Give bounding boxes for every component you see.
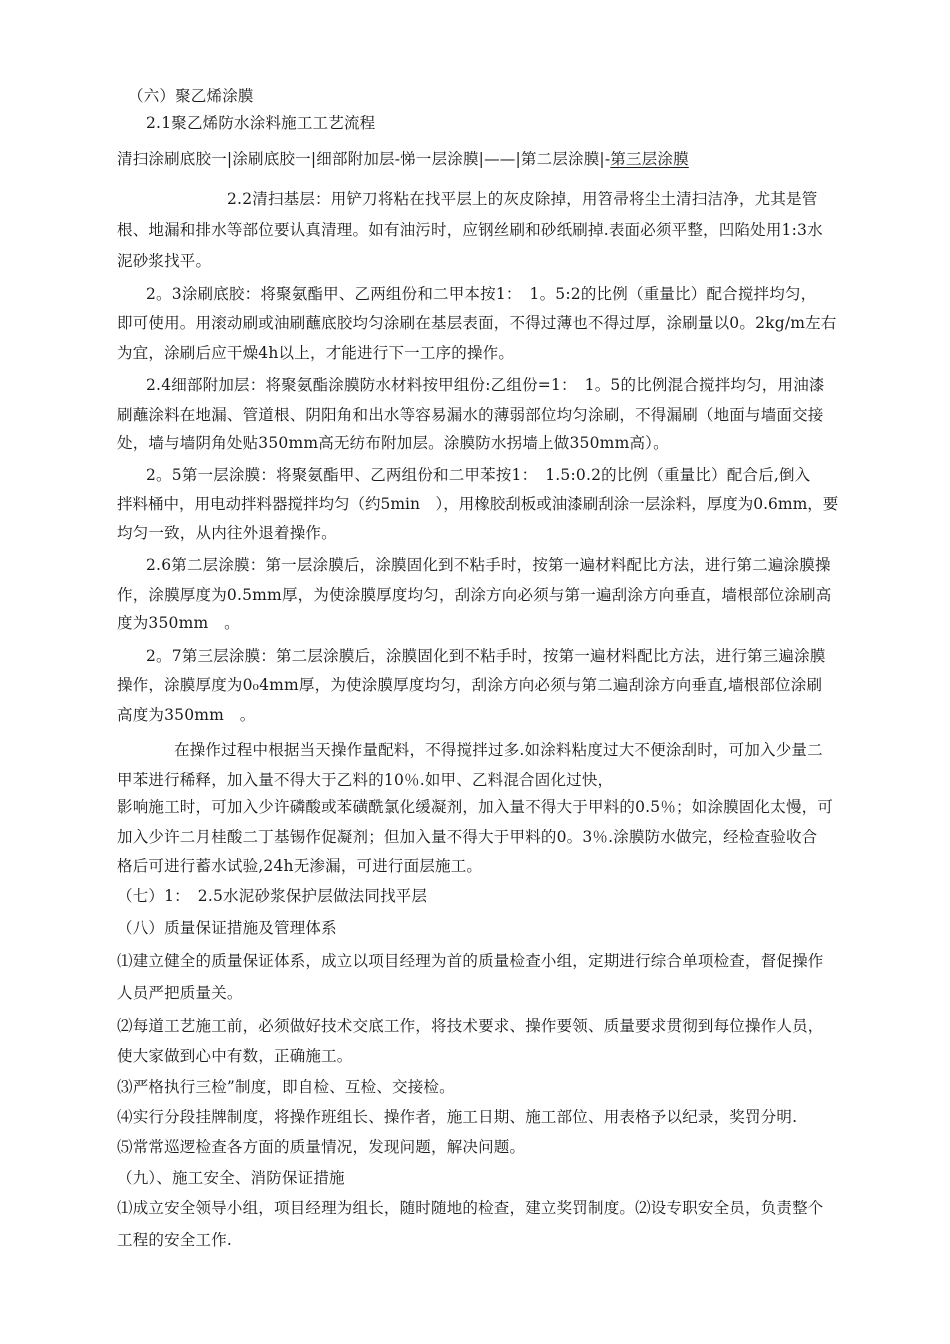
quality-item-2-line: 使大家做到心中有数，正确施工。 (117, 1047, 353, 1065)
paragraph-2-4-line: 刷蘸涂料在地漏、管道根、阴阳角和出水等容易漏水的薄弱部位均匀涂刷，不得漏刷（地面与墙面交接 (117, 406, 824, 424)
process-flow-last-step: 第三层涂膜 (610, 150, 689, 168)
operation-notes-line: 加入少许二月桂酸二丁基锡作促凝剂；但加入量不得大于甲料的0。3％.涂膜防水做完，经检查验收合 (117, 828, 818, 846)
section-8-heading: （八）质量保证措施及管理体系 (117, 919, 337, 937)
process-flow-line (117, 149, 689, 169)
paragraph-2-5-line: 2。5第一层涂膜：将聚氨酯甲、乙两组份和二甲苯按1： 1.5:0.2的比例（重量比）配合后,倒入 (146, 466, 811, 484)
paragraph-2-3-line: 即可使用。用滚动刷或油刷蘸底胶均匀涂刷在基层表面，不得过薄也不得过厚，涂刷量以0。2kg/m左右 (117, 314, 837, 332)
safety-item-line: ⑴成立安全领导小组，项目经理为组长，随时随地的检查，建立奖罚制度。⑵设专职安全员，负责整个 (117, 1199, 824, 1217)
quality-item-3: ⑶严格执行三检”制度，即自检、互检、交接检。 (117, 1078, 455, 1096)
operation-notes-line: 在操作过程中根据当天操作量配料，不得搅拌过多.如涂料粘度过大不便涂刮时，可加入少量二 (174, 741, 823, 759)
operation-notes-line: 影响施工时，可加入少许磷酸或苯磺酰氯化缓凝剂，加入量不得大于甲料的0.5％；如涂膜固化太慢，可 (117, 798, 834, 816)
safety-item-line: 工程的安全工作. (117, 1231, 233, 1249)
paragraph-2-7-line: 高度为350mm 。 (117, 706, 256, 724)
section-9-heading: （九）、施工安全、消防保证措施 (117, 1169, 345, 1187)
paragraph-2-2-line: 2.2清扫基层：用铲刀将粘在找平层上的灰皮除掉，用笤帚将尘土清扫洁净，尤其是管 (227, 190, 818, 208)
paragraph-2-3-line: 2。3涂刷底胶：将聚氨酯甲、乙两组份和二甲本按1： 1。5:2的比例（重量比）配合搅拌均匀， (146, 285, 817, 303)
paragraph-2-4-line: 处，墙与墙阴角处贴350mm高无纺布附加层。涂膜防水拐墙上做350mm高）。 (117, 434, 669, 452)
paragraph-2-3-line: 为宜，涂刷后应干燥4h以上，才能进行下一工序的操作。 (117, 344, 515, 362)
operation-notes-line: 甲苯进行稀释，加入量不得大于乙料的10％.如甲、乙料混合固化过快， (117, 771, 614, 789)
section-2-1-heading: 2.1聚乙烯防水涂料施工工艺流程 (146, 114, 376, 132)
paragraph-2-7-line: 操作，涂膜厚度为0₀4mm厚，为使涂膜厚度均匀，刮涂方向必须与第二遍刮涂方向垂直,墙根部位涂刷 (117, 676, 823, 694)
paragraph-2-6-line: 度为350mm 。 (117, 614, 240, 632)
section-7-line: （七）1： 2.5水泥砂浆保护层做法同找平层 (117, 887, 428, 905)
paragraph-2-5-line: 拌料桶中，用电动拌料器搅拌均匀（约5min ），用橡胶刮板或油漆刷刮涂一层涂料，厚度为0.6mm，要 (117, 495, 839, 513)
paragraph-2-4-line: 2.4细部附加层：将聚氨酯涂膜防水材料按甲组份:乙组份=1： 1。5的比例混合搅拌均匀，用油漆 (146, 376, 825, 394)
quality-item-1-line: 人员严把质量关。 (117, 984, 243, 1002)
quality-item-4: ⑷实行分段挂牌制度，将操作班组长、操作者，施工日期、施工部位、用表格予以纪录，奖罚分明. (117, 1108, 798, 1126)
paragraph-2-5-line: 均匀一致，从内往外退着操作。 (117, 524, 337, 542)
operation-notes-line: 格后可进行蓄水试验,24h无渗漏，可进行面层施工。 (117, 857, 483, 875)
paragraph-2-6-line: 2.6第二层涂膜：第一层涂膜后，涂膜固化到不粘手时，按第一遍材料配比方法，进行第二遍涂膜操 (146, 556, 831, 574)
paragraph-2-2-line: 根、地漏和排水等部位要认真清理。如有油污时，应钢丝刷和砂纸刷掉.表面必须平整，凹陷处用1:3水 (117, 221, 823, 239)
paragraph-2-2-line: 泥砂浆找平。 (117, 252, 212, 270)
paragraph-2-7-line: 2。7第三层涂膜：第二层涂膜后，涂膜固化到不粘手时，按第一遍材料配比方法，进行第三遍涂膜 (146, 647, 826, 665)
quality-item-2-line: ⑵每道工艺施工前，必须做好技术交底工作，将技术要求、操作要领、质量要求贯彻到每位操作人员， (117, 1017, 824, 1035)
section-6-heading: （六）聚乙烯涂膜 (128, 87, 254, 105)
paragraph-2-6-line: 作，涂膜厚度为0.5mm厚，为使涂膜厚度均匀，刮涂方向必须与第一遍刮涂方向垂直，墙根部位涂刷高 (117, 586, 832, 604)
quality-item-5: ⑸常常巡逻检查各方面的质量情况，发现问题，解决问题。 (117, 1138, 526, 1156)
quality-item-1-line: ⑴建立健全的质量保证体系，成立以项目经理为首的质量检查小组，定期进行综合单项检查，督促操作 (117, 952, 824, 970)
process-flow-steps: 清扫涂刷底胶一|涂刷底胶一|细部附加层-悌一层涂膜|——|第二层涂膜|- (117, 150, 611, 168)
